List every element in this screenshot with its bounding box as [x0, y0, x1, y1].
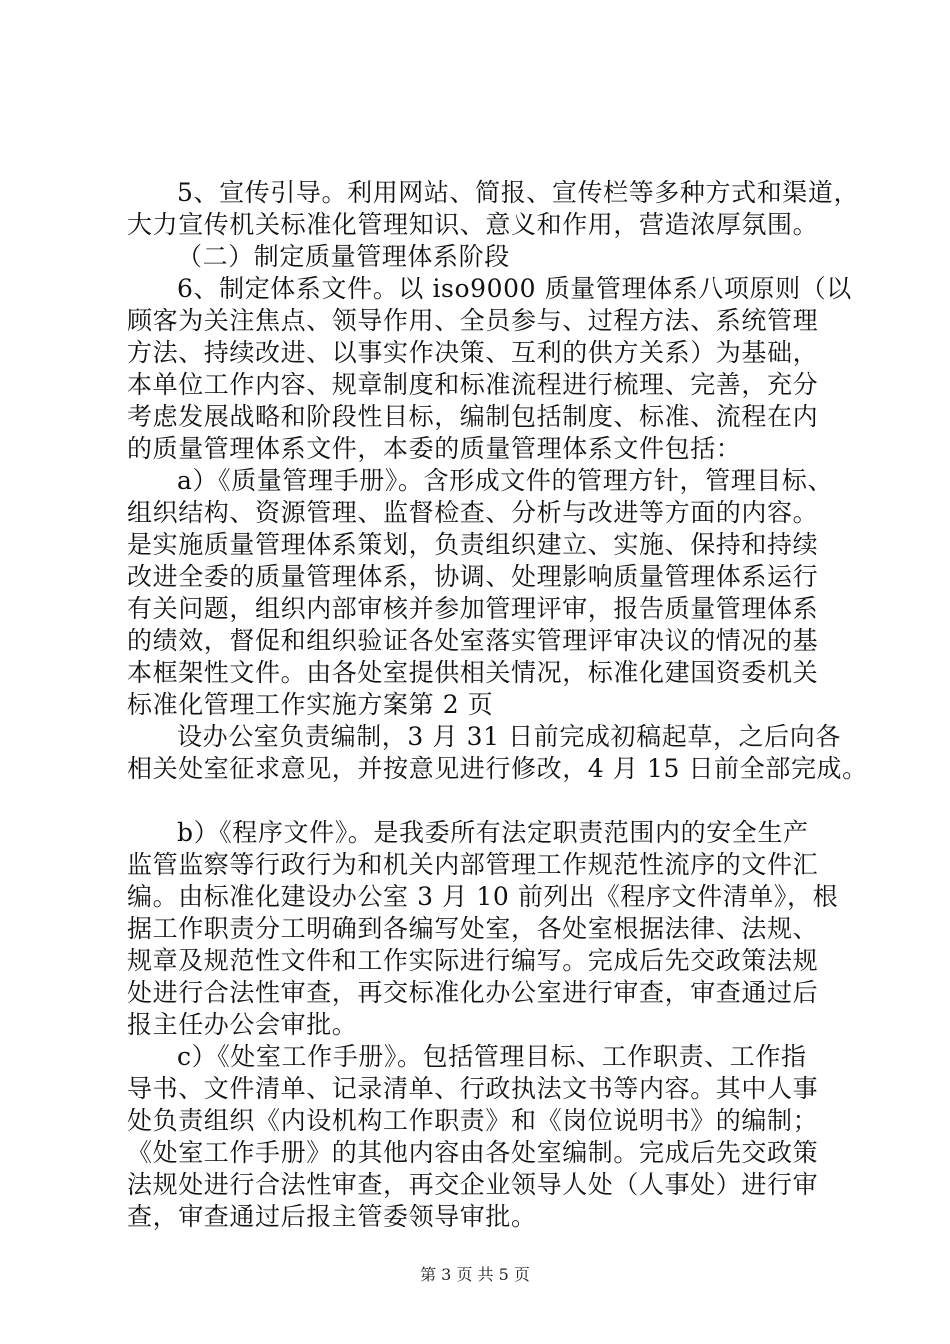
text-line: 处负责组织《内设机构工作职责》和《岗位说明书》的编制；	[127, 1106, 819, 1135]
text-line: 组织结构、资源管理、监督检查、分析与改进等方面的内容。	[127, 498, 819, 527]
page-footer: 第 3 页 共 5 页	[420, 1265, 530, 1284]
text-line: 规章及规范性文件和工作实际进行编写。完成后先交政策法规	[127, 946, 819, 975]
text-line: 的质量管理体系文件，本委的质量管理体系文件包括：	[127, 434, 742, 463]
text-line: 编。由标准化建设办公室 3 月 10 前列出《程序文件清单》，根	[127, 882, 839, 911]
text-line: 处进行合法性审查，再交标准化办公室进行审查，审查通过后	[127, 978, 819, 1007]
text-line: 本单位工作内容、规章制度和标准流程进行梳理、完善，充分	[127, 370, 819, 399]
text-line: 5、宣传引导。利用网站、简报、宣传栏等多种方式和渠道，	[177, 178, 860, 207]
text-line: 有关问题，组织内部审核并参加管理评审，报告质量管理体系	[127, 594, 819, 623]
text-line: 大力宣传机关标准化管理知识、意义和作用，营造浓厚氛围。	[127, 210, 819, 239]
text-line: b）《程序文件》。是我委所有法定职责范围内的安全生产	[177, 818, 809, 847]
text-line: 查，审查通过后报主管委领导审批。	[127, 1202, 537, 1231]
text-line: c）《处室工作手册》。包括管理目标、工作职责、工作指	[177, 1042, 807, 1071]
text-line: 是实施质量管理体系策划，负责组织建立、实施、保持和持续	[127, 530, 819, 559]
text-line: 标准化管理工作实施方案第 2 页	[127, 690, 494, 719]
text-line: 考虑发展战略和阶段性目标，编制包括制度、标准、流程在内	[127, 402, 819, 431]
text-line: 相关处室征求意见，并按意见进行修改，4 月 15 日前全部完成。	[127, 754, 868, 783]
text-line: 本框架性文件。由各处室提供相关情况，标准化建国资委机关	[127, 658, 819, 687]
text-line: 报主任办公会审批。	[127, 1010, 358, 1039]
text-line: 顾客为关注焦点、领导作用、全员参与、过程方法、系统管理	[127, 306, 819, 335]
text-line: 6、制定体系文件。以 iso9000 质量管理体系八项原则（以	[177, 274, 852, 303]
text-line: 方法、持续改进、以事实作决策、互利的供方关系）为基础，	[127, 338, 819, 367]
text-line: 导书、文件清单、记录清单、行政执法文书等内容。其中人事	[127, 1074, 819, 1103]
text-line: 《处室工作手册》的其他内容由各处室编制。完成后先交政策	[127, 1138, 819, 1167]
text-line: 改进全委的质量管理体系，协调、处理影响质量管理体系运行	[127, 562, 819, 591]
section-heading: （二）制定质量管理体系阶段	[177, 242, 510, 271]
text-line: 监管监察等行政行为和机关内部管理工作规范性流序的文件汇	[127, 850, 819, 879]
text-line: a）《质量管理手册》。含形成文件的管理方针，管理目标、	[177, 466, 834, 495]
text-line: 据工作职责分工明确到各编写处室，各处室根据法律、法规、	[127, 914, 819, 943]
text-line: 法规处进行合法性审查，再交企业领导人处（人事处）进行审	[127, 1170, 819, 1199]
text-line: 的绩效，督促和组织验证各处室落实管理评审决议的情况的基	[127, 626, 819, 655]
text-line: 设办公室负责编制，3 月 31 日前完成初稿起草，之后向各	[177, 722, 841, 751]
